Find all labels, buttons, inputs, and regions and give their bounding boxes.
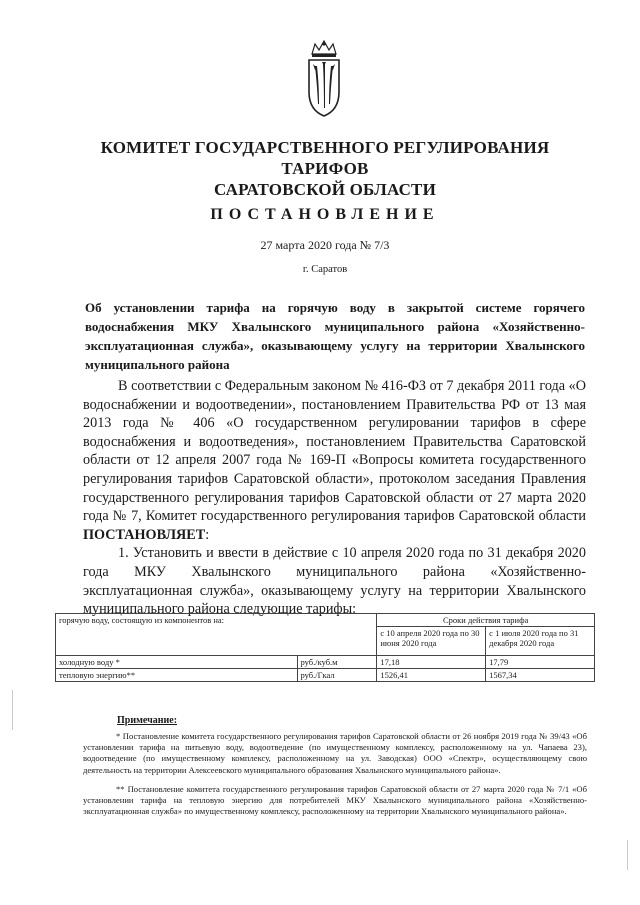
row-value-period-2: 1567,34 (486, 669, 595, 682)
committee-name-line2: САРАТОВСКОЙ ОБЛАСТИ (213, 180, 437, 199)
document-type: ПОСТАНОВЛЕНИЕ (210, 206, 440, 223)
row-value-period-1: 17,18 (377, 656, 486, 669)
document-date-number: 27 марта 2020 года № 7/3 (260, 238, 390, 252)
notes-title: Примечание: (117, 715, 178, 726)
row-component-name: тепловую энергию** (56, 669, 298, 682)
footnote-1 (83, 731, 587, 776)
period-2-header: с 1 июля 2020 года по 31 декабря 2020 года (486, 627, 595, 656)
footnote-2-text: ** Постановление комитета государственного регулирования тарифов Саратовской области от 27 марта 2020 года № 7/1 «Об установлении тарифа на тепловую энергию для потребителей МКУ Хвалынского муниципального района «Хозяйственно-эксплуатационная служба» по имущественному комплексу, расположенному на территории Хвалынского муниципального района». (83, 784, 587, 817)
row-component-name: холодную воду * (56, 656, 298, 669)
committee-name-line1: КОМИТЕТ ГОСУДАРСТВЕННОГО РЕГУЛИРОВАНИЯ ТАРИФОВ (100, 138, 550, 178)
saratov-coat-of-arms-icon (306, 40, 342, 118)
footnote-1-text: * Постановление комитета государственного регулирования тарифов Саратовской области от 26 ноября 2019 года № 39/43 «Об установлении тарифа на питьевую воду, водоотведение (по имущественному комплексу, расположенному на ул. Чапаева 23), водоотведение (по имущественному комплексу, расположенному на ул. Заводская) ООО «Спектр», осуществляющему свою деятельность на территории Алексеевского муниципального образования Хвалынского муниципального района». (83, 731, 587, 775)
resolves-word: ПОСТАНОВЛЯЕТ (83, 526, 206, 543)
period-1-header: с 10 апреля 2020 года по 30 июня 2020 года (377, 627, 486, 656)
row-value-period-2: 17,79 (486, 656, 595, 669)
table-row (56, 669, 595, 682)
scan-edge-right (627, 840, 628, 870)
row-value-period-1: 1526,41 (377, 669, 486, 682)
component-header: горячую воду, состоящую из компонентов на: (56, 614, 377, 656)
row-unit: руб./Гкал (297, 669, 377, 682)
tariff-table (55, 613, 595, 682)
item-1-paragraph: 1. Установить и ввести в действие с 10 апреля 2020 года по 31 декабря 2020 года МКУ Хвалынского муниципального района «Хозяйственно-эксплуатационная служба», оказывающему услугу на территории Хвалынского муниципального района следующие тарифы: (83, 545, 586, 618)
document-body (83, 377, 586, 619)
table-row (56, 656, 595, 669)
document-subject: Об установлении тарифа на горячую воду в закрытой системе горячего водоснабжения МКУ Хвалынского муниципального района «Хозяйственно-эксплуатационная служба», оказывающему услугу на территории Хвалынского муниципального района (85, 300, 585, 372)
period-header: Сроки действия тарифа (377, 614, 595, 627)
resolves-colon: : (205, 526, 210, 543)
committee-name (60, 137, 590, 200)
preamble-text: В соответствии с Федеральным законом № 416-ФЗ от 7 декабря 2011 года «О водоснабжении и водоотведении», постановлением Правительства РФ от 13 мая 2013 года № 406 «О государственном регулировании тарифов в сфере водоснабжения и водоотведения», постановлением Правительства Саратовской области от 12 апреля 2007 года № 169-П «Вопросы комитета государственного регулирования тарифов Саратовской области», протоколом заседания Правления государственного регулирования тарифов Саратовской области от 27 марта 2020 года № 7, Комитет государственного регулирования тарифов Саратовской области (83, 378, 586, 525)
table-row (56, 614, 595, 627)
document-place: г. Саратов (302, 264, 348, 275)
scan-edge-left (12, 690, 13, 730)
row-unit: руб./куб.м (297, 656, 377, 669)
footnote-2 (83, 784, 587, 818)
preamble-paragraph (83, 377, 586, 544)
